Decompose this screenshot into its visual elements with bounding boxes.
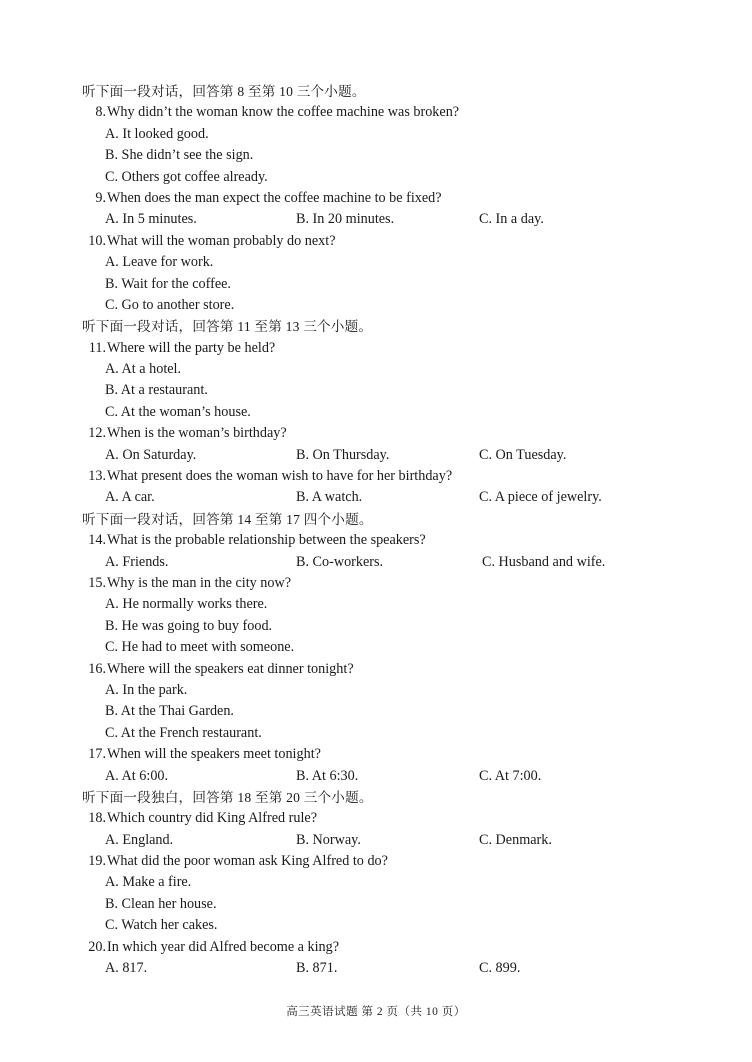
answer-option: B. In 20 minutes.: [296, 211, 395, 228]
answer-option: B. Wait for the coffee.: [105, 275, 231, 292]
question-stem: [82, 744, 702, 765]
question-number: 10.: [88, 232, 106, 249]
question-number: 14.: [88, 532, 106, 549]
section-instruction: 听下面一段独白，回答第 18 至第 20 三个小题。: [82, 789, 373, 805]
answer-option: B. 871.: [296, 960, 338, 977]
question-number: 19.: [88, 853, 106, 870]
question-stem: [82, 937, 702, 958]
answer-option: A. In the park.: [105, 681, 188, 698]
question-number: 11.: [88, 339, 106, 356]
answer-option: B. At a restaurant.: [105, 382, 208, 399]
question-stem: [82, 573, 702, 594]
question-stem: [82, 466, 702, 487]
answer-option: A. It looked good.: [105, 125, 209, 142]
answer-option: C. At 7:00.: [479, 767, 542, 784]
answer-option: A. Make a fire.: [105, 874, 192, 891]
question-text: What is the probable relationship between the speakers?: [107, 532, 426, 549]
question-stem: [82, 851, 702, 872]
answer-option: B. She didn’t see the sign.: [105, 147, 254, 164]
question-stem: [82, 188, 702, 209]
answer-option: C. Others got coffee already.: [105, 168, 268, 185]
answer-option: C. Husband and wife.: [482, 553, 606, 570]
answer-option: C. At the woman’s house.: [105, 403, 251, 420]
options-row: [82, 766, 702, 787]
answer-option: C. On Tuesday.: [479, 446, 567, 463]
options-row: [82, 487, 702, 508]
question-text: What present does the woman wish to have for her birthday?: [107, 468, 453, 485]
question-text: When is the woman’s birthday?: [107, 425, 287, 442]
question-number: 18.: [88, 810, 106, 827]
answer-option: A. At 6:00.: [105, 767, 169, 784]
question-text: Where will the speakers eat dinner tonight?: [107, 660, 354, 677]
answer-option: C. Go to another store.: [105, 296, 235, 313]
question-number: 16.: [88, 660, 106, 677]
question-stem: [82, 530, 702, 551]
question-stem: [82, 231, 702, 252]
question-text: Why is the man in the city now?: [107, 574, 292, 591]
answer-option: B. A watch.: [296, 489, 363, 506]
question-stem: [82, 659, 702, 680]
answer-option: B. At the Thai Garden.: [105, 703, 234, 720]
question-text: When does the man expect the coffee machine to be fixed?: [107, 189, 442, 206]
answer-option: B. Co-workers.: [296, 553, 384, 570]
answer-option: B. Norway.: [296, 831, 361, 848]
question-number: 12.: [88, 425, 106, 442]
question-number: 9.: [95, 189, 106, 206]
options-row: [82, 830, 702, 851]
question-stem: [82, 423, 702, 444]
answer-option: A. On Saturday.: [105, 446, 197, 463]
question-text: Which country did King Alfred rule?: [107, 810, 317, 827]
answer-option: C. A piece of jewelry.: [479, 489, 602, 506]
question-text: Where will the party be held?: [107, 339, 276, 356]
answer-option: A. In 5 minutes.: [105, 211, 197, 228]
section-instruction: 听下面一段对话，回答第 8 至第 10 三个小题。: [82, 84, 366, 99]
answer-option: C. He had to meet with someone.: [105, 639, 295, 656]
question-text: Why didn’t the woman know the coffee machine was broken?: [107, 104, 460, 121]
options-row: [82, 445, 702, 466]
answer-option: A. England.: [105, 831, 174, 848]
options-row: [82, 209, 702, 230]
answer-option: B. On Thursday.: [296, 446, 390, 463]
question-number: 17.: [88, 746, 106, 763]
section-instruction: 听下面一段对话，回答第 14 至第 17 四个小题。: [82, 511, 373, 527]
answer-option: A. Leave for work.: [105, 254, 214, 271]
question-number: 20.: [88, 938, 106, 955]
question-stem: [82, 808, 702, 829]
question-text: What will the woman probably do next?: [107, 232, 336, 249]
answer-option: C. 899.: [479, 960, 521, 977]
answer-option: C. In a day.: [479, 211, 544, 228]
options-row: [82, 958, 702, 979]
answer-option: B. He was going to buy food.: [105, 617, 273, 634]
answer-option: C. Watch her cakes.: [105, 917, 218, 934]
question-text: What did the poor woman ask King Alfred to do?: [107, 853, 388, 870]
answer-option: C. Denmark.: [479, 831, 552, 848]
answer-option: A. Friends.: [105, 553, 169, 570]
answer-option: C. At the French restaurant.: [105, 724, 262, 741]
question-number: 15.: [88, 574, 106, 591]
question-text: In which year did Alfred become a king?: [107, 938, 340, 955]
answer-option: B. Clean her house.: [105, 895, 217, 912]
question-stem: [82, 338, 702, 359]
answer-option: A. A car.: [105, 489, 155, 506]
answer-option: A. He normally works there.: [105, 596, 268, 613]
answer-option: A. At a hotel.: [105, 361, 182, 378]
answer-option: A. 817.: [105, 960, 148, 977]
listening-section-content: [82, 81, 702, 979]
section-instruction: 听下面一段对话，回答第 11 至第 13 三个小题。: [82, 319, 373, 335]
answer-option: B. At 6:30.: [296, 767, 359, 784]
page-footer: 高三英语试题 第 2 页（共 10 页）: [286, 1006, 466, 1018]
question-number: 13.: [88, 468, 106, 485]
question-text: When will the speakers meet tonight?: [107, 746, 321, 763]
options-row: [82, 552, 702, 573]
question-stem: [82, 102, 702, 123]
question-number: 8.: [95, 104, 106, 121]
